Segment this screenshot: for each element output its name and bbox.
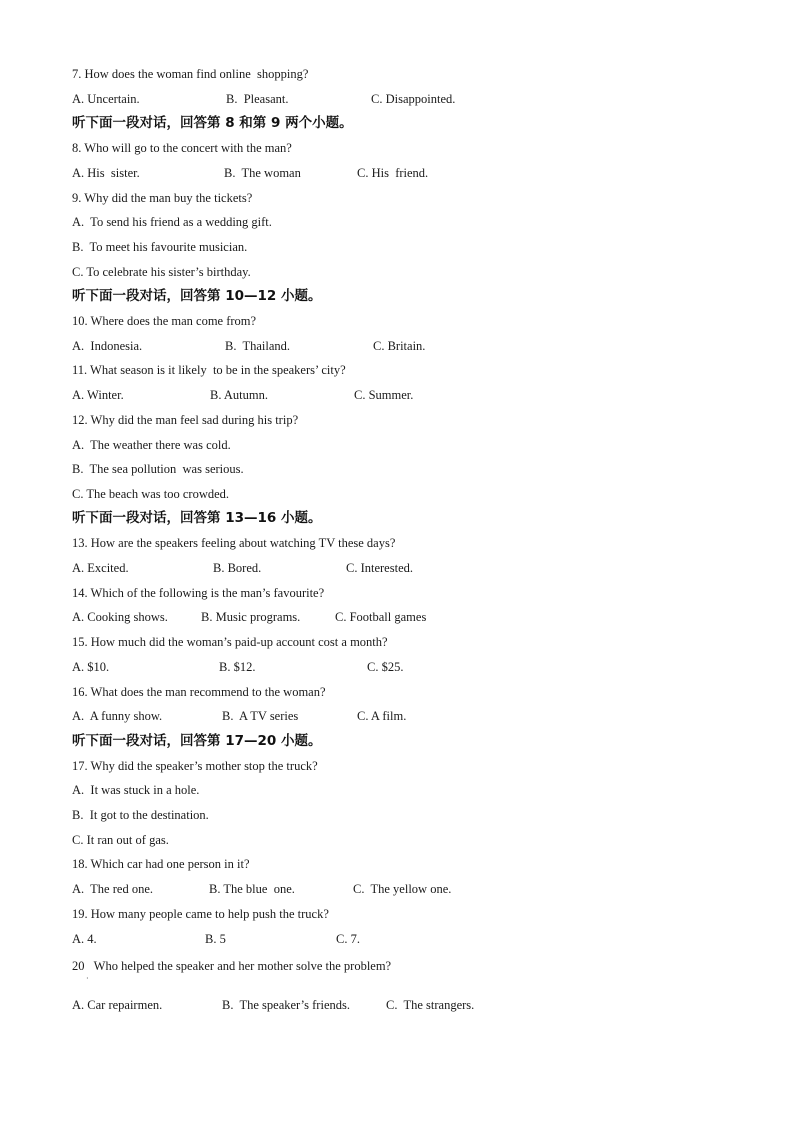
q16-option-b: B. A TV series xyxy=(222,709,299,723)
question-15: 15. How much did the woman’s paid-up account cost a month? xyxy=(72,635,388,649)
question-17: 17. Why did the speaker’s mother stop the truck? xyxy=(72,759,318,773)
section-heading-13-16: 听下面一段对话，回答第 13—16 小题。 xyxy=(72,510,322,526)
stray-mark: · xyxy=(86,974,89,983)
q11-option-a: A. Winter. xyxy=(72,388,124,402)
q14-option-b: B. Music programs. xyxy=(201,610,301,624)
q16-option-c: C. A film. xyxy=(357,709,407,723)
question-12: 12. Why did the man feel sad during his trip? xyxy=(72,413,299,427)
q12-option-c: C. The beach was too crowded. xyxy=(72,487,230,501)
section-heading-10-12: 听下面一段对话，回答第 10—12 小题。 xyxy=(72,288,322,304)
question-19: 19. How many people came to help push the truck? xyxy=(72,907,329,921)
q13-option-a: A. Excited. xyxy=(72,561,129,575)
q13-option-b: B. Bored. xyxy=(213,561,262,575)
question-14: 14. Which of the following is the man’s favourite? xyxy=(72,586,325,600)
question-16: 16. What does the man recommend to the woman? xyxy=(72,685,326,699)
q20-option-b: B. The speaker’s friends. xyxy=(222,998,350,1012)
q11-option-b: B. Autumn. xyxy=(210,388,268,402)
q7-option-a: A. Uncertain. xyxy=(72,92,140,106)
q19-option-c: C. 7. xyxy=(336,932,360,946)
q7-option-b: B. Pleasant. xyxy=(226,92,289,106)
q17-option-c: C. It ran out of gas. xyxy=(72,833,169,847)
q20-option-a: A. Car repairmen. xyxy=(72,998,163,1012)
q20-option-c: C. The strangers. xyxy=(386,998,475,1012)
section-heading-8-9: 听下面一段对话，回答第 8 和第 9 两个小题。 xyxy=(72,115,353,131)
q10-option-c: C. Britain. xyxy=(373,339,426,353)
q15-option-c: C. $25. xyxy=(367,660,404,674)
q18-option-c: C. The yellow one. xyxy=(353,882,452,896)
q18-option-b: B. The blue one. xyxy=(209,882,295,896)
q8-option-c: C. His friend. xyxy=(357,166,429,180)
q12-option-b: B. The sea pollution was serious. xyxy=(72,462,244,476)
question-10: 10. Where does the man come from? xyxy=(72,314,257,328)
question-11: 11. What season is it likely to be in the speakers’ city? xyxy=(72,363,346,377)
question-20: 20 Who helped the speaker and her mother solve the problem? xyxy=(72,959,392,973)
q13-option-c: C. Interested. xyxy=(346,561,413,575)
question-13: 13. How are the speakers feeling about watching TV these days? xyxy=(72,536,396,550)
q10-option-b: B. Thailand. xyxy=(225,339,291,353)
q14-option-c: C. Football games xyxy=(335,610,427,624)
q19-option-a: A. 4. xyxy=(72,932,97,946)
q11-option-c: C. Summer. xyxy=(354,388,414,402)
q17-option-b: B. It got to the destination. xyxy=(72,808,209,822)
question-8: 8. Who will go to the concert with the man? xyxy=(72,141,292,155)
q8-option-a: A. His sister. xyxy=(72,166,140,180)
question-18: 18. Which car had one person in it? xyxy=(72,857,250,871)
q8-option-b: B. The woman xyxy=(224,166,301,180)
question-9: 9. Why did the man buy the tickets? xyxy=(72,191,253,205)
q15-option-a: A. $10. xyxy=(72,660,110,674)
q9-option-a: A. To send his friend as a wedding gift. xyxy=(72,215,272,229)
q12-option-a: A. The weather there was cold. xyxy=(72,438,231,452)
q18-option-a: A. The red one. xyxy=(72,882,153,896)
q17-option-a: A. It was stuck in a hole. xyxy=(72,783,200,797)
q19-option-b: B. 5 xyxy=(205,932,226,946)
section-heading-17-20: 听下面一段对话，回答第 17—20 小题。 xyxy=(72,733,322,749)
question-7: 7. How does the woman find online shopping? xyxy=(72,67,309,81)
q15-option-b: B. $12. xyxy=(219,660,256,674)
q9-option-c: C. To celebrate his sister’s birthday. xyxy=(72,265,251,279)
q10-option-a: A. Indonesia. xyxy=(72,339,143,353)
q14-option-a: A. Cooking shows. xyxy=(72,610,168,624)
q16-option-a: A. A funny show. xyxy=(72,709,163,723)
q9-option-b: B. To meet his favourite musician. xyxy=(72,240,248,254)
q7-option-c: C. Disappointed. xyxy=(371,92,456,106)
